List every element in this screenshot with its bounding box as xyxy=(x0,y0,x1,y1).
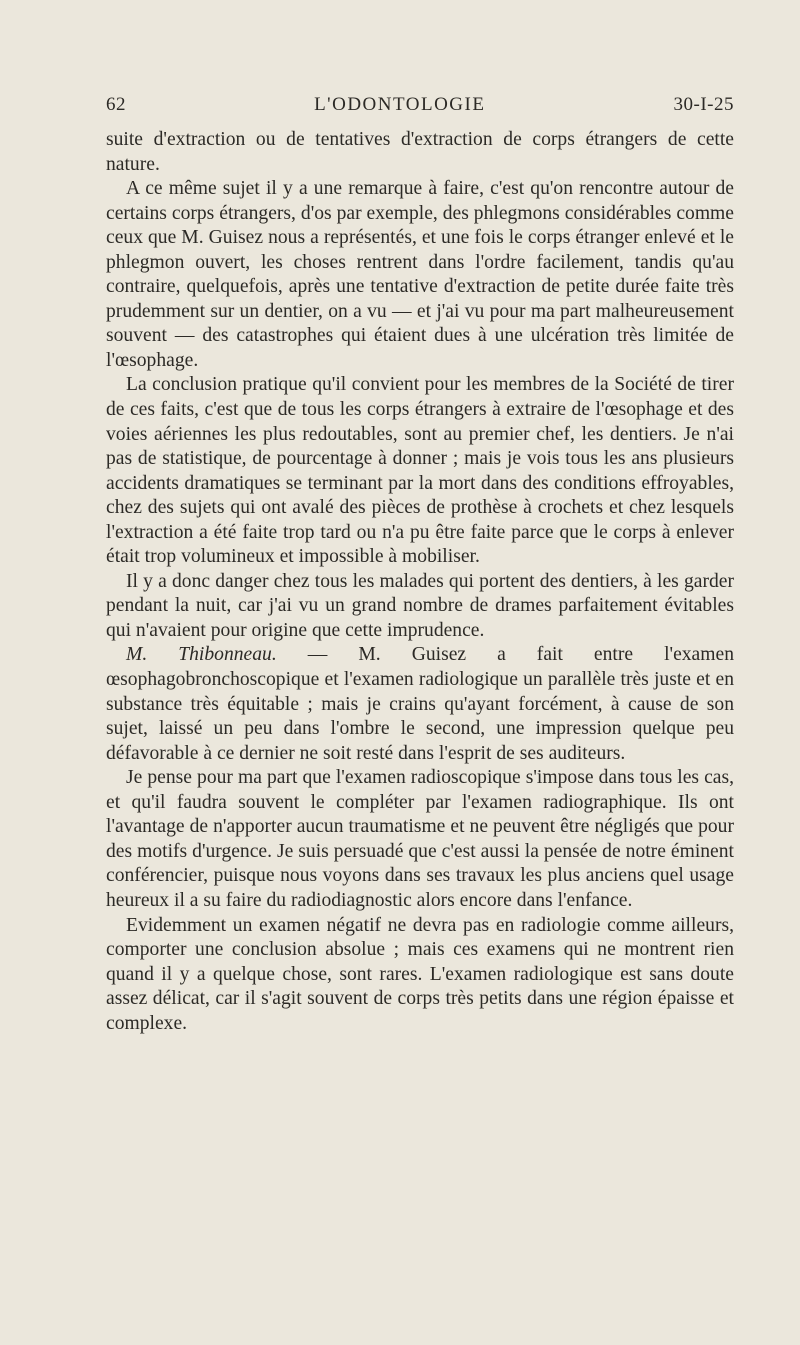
paragraph xyxy=(106,643,734,766)
paragraph xyxy=(106,128,734,177)
paragraph xyxy=(106,766,734,913)
paragraph xyxy=(106,570,734,644)
page-number: 62 xyxy=(106,94,126,115)
paragraph-text: A ce même sujet il y a une remarque à faire, c'est qu'on rencontre autour de certains corps étrangers, d'os par exemple, des phlegmons considérables comme ceux que M. Guisez nous a représentés, et une fois le corps étranger enlevé et le phlegmon ouvert, les choses rentrent dans l'ordre facilement, tandis qu'au contraire, quelquefois, après une tentative d'extraction de petite durée faite très prudemment sur un dentier, on a vu — et j'ai vu pour ma part malheureusement souvent — des catastrophes qui étaient dues à une ulcération très limitée de l'œsophage. xyxy=(106,178,734,371)
paragraph-text: Il y a donc danger chez tous les malades qui portent des dentiers, à les garder pendant la nuit, car j'ai vu un grand nombre de drames parfaitement évitables qui n'avaient pour origine que cette imprudence. xyxy=(106,570,734,641)
paragraph-text: Evidemment un examen négatif ne devra pas en radiologie comme ailleurs, comporter une conclusion absolue ; mais ces examens qui ne montrent rien quand il y a quelque chose, sont rares. L'examen radiologique est sans doute assez délicat, car il s'agit souvent de corps très petits dans une région épaisse et complexe. xyxy=(106,914,734,1034)
running-head xyxy=(106,94,734,124)
paragraph-text: suite d'extraction ou de tentatives d'extraction de corps étrangers de cette nature. xyxy=(106,129,734,175)
paragraph-text: — M. Guisez a fait entre l'examen œsophagobronchoscopique et l'examen radiologique un parallèle très juste et en substance très équitable ; mais je crains qu'ayant forcément, à cause de son sujet, laissé un peu dans l'ombre le second, une impression quelque peu défavorable à ce dernier ne soit resté dans l'esprit de ses auditeurs. xyxy=(106,644,734,764)
speaker-name: M. Thibonneau. xyxy=(126,644,277,666)
paragraph xyxy=(106,177,734,373)
paragraph-text: Je pense pour ma part que l'examen radioscopique s'impose dans tous les cas, et qu'il faudra souvent le compléter par l'examen radiographique. Ils ont l'avantage de n'apporter aucun traumatisme et ne peuvent être négligés que pour des motifs d'urgence. Je suis persuadé que c'est aussi la pensée de notre éminent conférencier, puisque nous voyons dans ses travaux les plus anciens quel usage heureux il a su faire du radiodiagnostic alors encore dans l'enfance. xyxy=(106,767,734,911)
paragraph xyxy=(106,914,734,1037)
paragraph-text: La conclusion pratique qu'il convient pour les membres de la Société de tirer de ces faits, c'est que de tous les corps étrangers à extraire de l'œsophage et des voies aériennes les plus redoutables, sont au premier chef, les dentiers. Je n'ai pas de statistique, de pourcentage à donner ; mais je vois tous les ans plusieurs accidents dramatiques se terminant par la mort dans des conditions effroyables, chez des sujets qui ont avalé des pièces de prothèse à crochets et chez lesquels l'extraction a été faite trop tard ou n'a pu être faite parce que le corps à enlever était trop volumineux et impossible à mobiliser. xyxy=(106,374,734,568)
issue-date: 30-I-25 xyxy=(673,94,734,115)
paragraph xyxy=(106,373,734,569)
body-text xyxy=(106,128,734,1036)
journal-title: L'ODONTOLOGIE xyxy=(314,94,486,115)
